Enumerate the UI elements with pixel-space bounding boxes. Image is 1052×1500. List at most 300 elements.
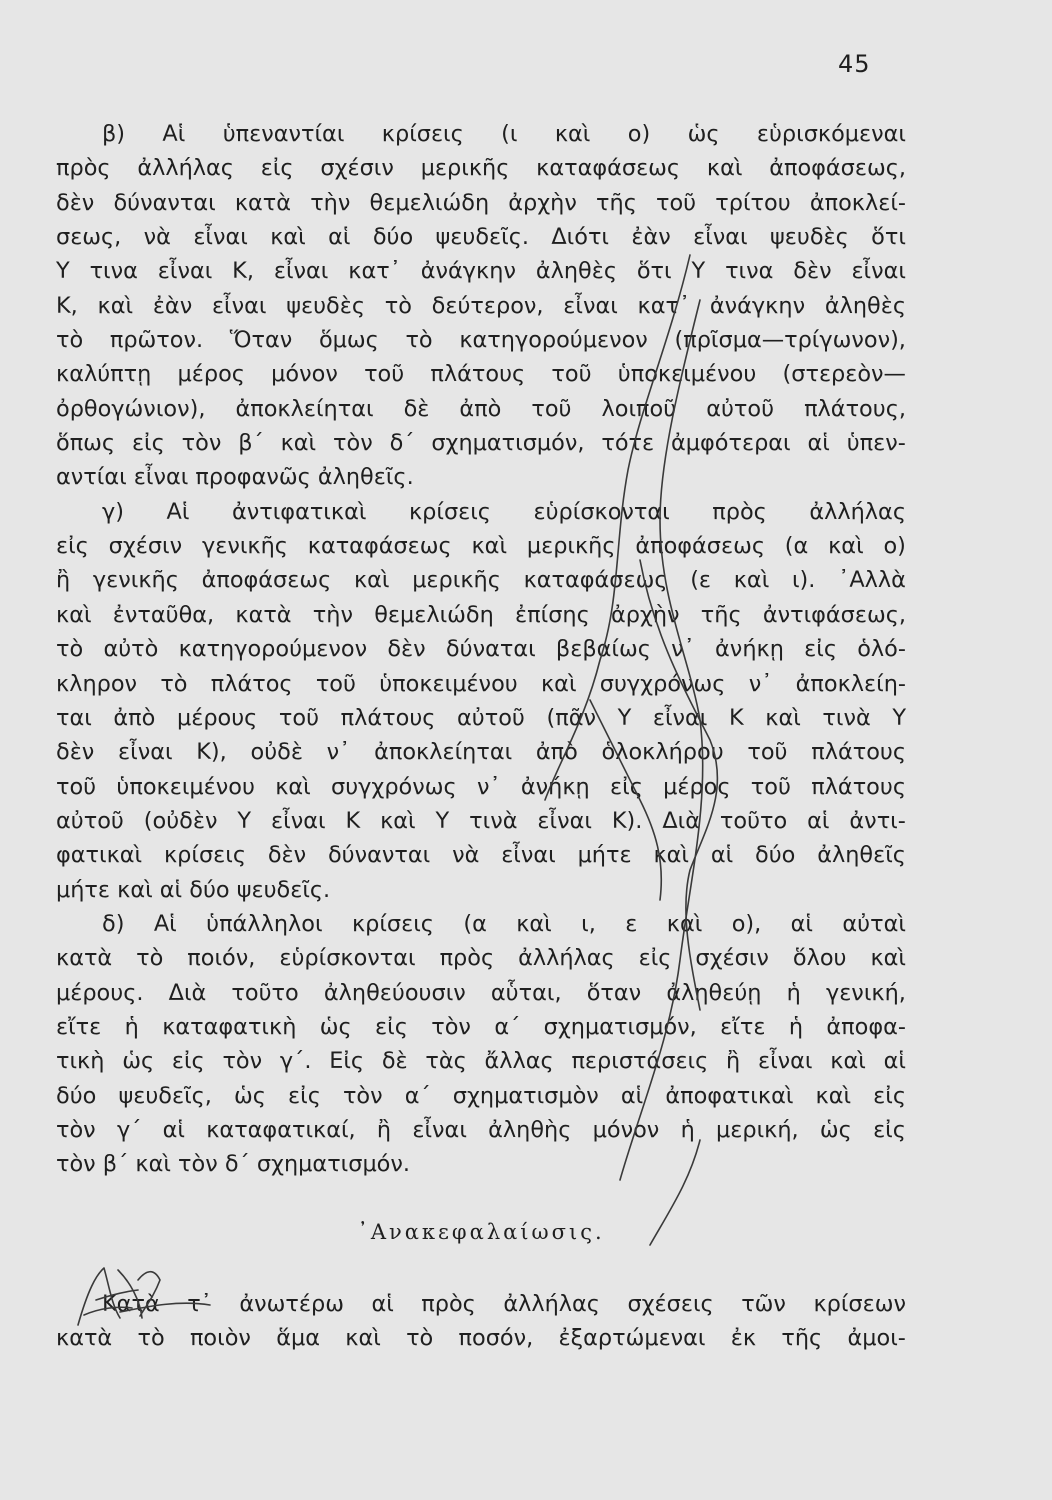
word: κατὰ xyxy=(235,601,292,628)
word: σχηματισμόν, xyxy=(431,430,585,457)
word: τὴν xyxy=(312,601,353,628)
word: ὡς xyxy=(687,121,720,147)
word: σχέσιν xyxy=(108,533,183,560)
word: ται xyxy=(56,704,92,731)
word: ποσόν, xyxy=(458,1325,534,1352)
word: αὗται, xyxy=(490,979,562,1006)
word: ἀνήκῃ xyxy=(715,636,784,663)
word: (α xyxy=(784,533,809,560)
word: καὶ xyxy=(516,910,552,937)
word: εἰς xyxy=(873,1116,906,1143)
word: ἀληθεύουσιν xyxy=(323,979,466,1006)
word: Υ xyxy=(435,807,450,834)
word: εἶναι xyxy=(211,292,267,319)
word: ἐνταῦθα, xyxy=(112,601,215,628)
word: κρίσεις xyxy=(408,498,491,525)
word: ποιόν, xyxy=(187,945,256,972)
word: εἶναι xyxy=(851,258,906,285)
word: κατηγορούμενον xyxy=(178,636,368,663)
word: τικὴ xyxy=(56,1048,105,1075)
text-line xyxy=(56,1010,906,1044)
word: ἀλλήλας xyxy=(503,1291,600,1317)
word: εἶναι xyxy=(157,258,213,285)
word: β) xyxy=(102,121,126,147)
word: εἶναι xyxy=(193,224,248,251)
word: αἱ xyxy=(162,1116,185,1143)
word: ε xyxy=(625,910,638,937)
word: (ι xyxy=(501,121,518,147)
word: (ε xyxy=(690,567,712,594)
word: κρίσεις xyxy=(381,121,464,147)
word: ὡς xyxy=(234,1082,266,1109)
word: τινὰ xyxy=(822,704,871,731)
word: νὰ xyxy=(143,224,171,251)
word: Ὅταν xyxy=(229,327,293,354)
word: κατ᾿ xyxy=(348,258,401,285)
word: πλάτους xyxy=(811,739,906,766)
word: θεμελιώδη xyxy=(374,601,494,628)
word: ἀπὸ xyxy=(459,395,502,422)
word: εὑρισκόμεναι xyxy=(756,121,906,147)
word: ὅτι xyxy=(636,258,672,285)
text-line: αντίαι εἶναι προφανῶς ἀληθεῖς. xyxy=(56,464,414,491)
word: κρίσεων xyxy=(813,1291,906,1317)
word: καὶ xyxy=(830,1048,866,1075)
word: ν᾿ xyxy=(326,739,351,766)
word: ὡς xyxy=(319,1013,352,1040)
word: α΄ xyxy=(404,1082,431,1109)
word: σχέσιν xyxy=(695,945,769,972)
word: μόνον xyxy=(271,361,338,388)
word: ὑπάλληλοι xyxy=(206,910,323,937)
word: Εἰς xyxy=(329,1048,365,1075)
text-line xyxy=(56,323,906,357)
text-line xyxy=(56,1321,906,1355)
word: ὑποκειμένου xyxy=(379,670,518,697)
word: κατὰ xyxy=(56,1325,113,1352)
word: τῆς xyxy=(781,1325,823,1352)
word: ὑποκειμένου xyxy=(617,361,757,388)
word: μέρος xyxy=(177,361,245,388)
word: (πρῖσμα—τρίγωνον), xyxy=(674,327,906,354)
word: ἀρχὴν xyxy=(610,601,680,628)
word: τινα xyxy=(725,258,774,285)
text-line xyxy=(56,598,906,632)
word: τοῦ xyxy=(656,189,697,216)
word: εἶναι xyxy=(693,224,748,251)
word: αἱ xyxy=(807,430,830,457)
word: εἰς xyxy=(873,1082,906,1109)
word: δύο xyxy=(56,1082,97,1109)
word: Διὰ xyxy=(662,807,700,834)
word: τότε xyxy=(601,430,655,457)
text-line xyxy=(56,1113,906,1147)
word: κρίσεις xyxy=(351,910,434,937)
word: ἐὰν xyxy=(152,292,193,319)
word: πλάτους xyxy=(340,704,436,731)
word: εἰς xyxy=(288,1082,321,1109)
text-line xyxy=(56,563,906,597)
word: εἶναι xyxy=(271,807,326,834)
word: τρίτου xyxy=(715,189,791,216)
word: εἰς xyxy=(260,155,294,182)
word: δύναται xyxy=(445,636,536,663)
word: ἐκ xyxy=(730,1325,757,1352)
word: τ᾿ xyxy=(187,1291,212,1317)
word: ἀμφότεραι xyxy=(671,430,791,457)
word: ἀποφα- xyxy=(826,1013,906,1040)
word: ο), xyxy=(731,910,762,937)
word: τὸν xyxy=(222,1048,263,1075)
word: Υ xyxy=(56,258,70,285)
word: ι). xyxy=(791,567,816,594)
text-line: μήτε καὶ αἱ δύο ψευδεῖς. xyxy=(56,876,331,903)
word: σχηματισμὸν xyxy=(452,1082,599,1109)
word: δὲν xyxy=(387,636,426,663)
word: γ΄. xyxy=(279,1048,312,1075)
word: ἀντι- xyxy=(849,807,906,834)
word: εὑρίσκονται xyxy=(533,498,670,525)
word: καὶ xyxy=(270,224,306,251)
word: αἱ xyxy=(328,224,351,251)
word: μήτε xyxy=(577,842,632,869)
word: Κ), xyxy=(196,739,227,766)
word: τὸν xyxy=(342,1082,383,1109)
word: μόνον xyxy=(592,1116,660,1143)
word: κρίσεις xyxy=(163,842,246,869)
word: τοῦ xyxy=(278,704,320,731)
word: τοῦ xyxy=(747,739,788,766)
word: ἀπὸ xyxy=(113,704,156,731)
word: ἅμα xyxy=(276,1325,320,1352)
word: περιστάσεις xyxy=(571,1048,709,1075)
word: αἱ xyxy=(790,910,813,937)
word: γενικῆς xyxy=(92,567,179,594)
word: δὲ xyxy=(381,1048,408,1075)
word: αἱ xyxy=(620,1082,644,1109)
text-line xyxy=(56,770,906,804)
text-line xyxy=(56,426,906,460)
word: εὑρίσκονται xyxy=(279,945,416,972)
word: καταφατικαί, xyxy=(206,1116,356,1143)
word: ἀλλήλας xyxy=(809,498,906,525)
word: αὐτοῦ xyxy=(56,807,124,834)
word: ψευδὲς xyxy=(770,224,849,251)
word: τὸ xyxy=(160,670,188,697)
word: ψευδεῖς, xyxy=(118,1082,212,1109)
text-line xyxy=(56,186,906,220)
word: πρὸς xyxy=(712,498,767,525)
word: ο) xyxy=(883,533,906,560)
word: αἱ xyxy=(371,1291,394,1317)
text-line xyxy=(56,838,906,872)
word: ἀνωτέρω xyxy=(239,1291,344,1317)
word: ἀντιφατικαὶ xyxy=(231,498,367,525)
word: μερικῆς xyxy=(526,533,616,560)
word: τὸν xyxy=(181,430,222,457)
word: μέρους. xyxy=(56,979,144,1006)
word: ἢ xyxy=(376,1116,392,1143)
word: πρῶτον. xyxy=(109,327,204,354)
text-line xyxy=(56,632,906,666)
word: ἀνήκῃ xyxy=(520,773,590,800)
word: καὶ xyxy=(471,533,508,560)
word: γ) xyxy=(102,498,124,525)
word: ὅλου xyxy=(792,945,847,972)
text-line xyxy=(56,151,906,185)
word: ἢ xyxy=(726,1048,741,1075)
word: ἀνάγκην xyxy=(420,258,516,285)
word: εἰς xyxy=(375,1013,408,1040)
word: σχηματισμόν, xyxy=(543,1013,697,1040)
word: ἢ xyxy=(56,567,71,594)
word: εἰς xyxy=(171,1048,205,1075)
word: οὐδὲ xyxy=(250,739,303,766)
text-line xyxy=(56,117,906,151)
word: εἶναι xyxy=(412,1116,467,1143)
word: κατὰ xyxy=(234,189,292,216)
text-line xyxy=(56,392,906,426)
word: τῆς xyxy=(700,601,742,628)
word: δὲν xyxy=(56,189,95,216)
word: ποιὸν xyxy=(189,1325,251,1352)
word: δύνανται xyxy=(113,189,216,216)
word: κατὰ xyxy=(56,945,113,972)
word: τὸ xyxy=(56,636,84,663)
word: ἀποκλεί- xyxy=(809,189,906,216)
word: Κ). xyxy=(611,807,643,834)
word: τοῦ xyxy=(531,395,572,422)
word: Κ xyxy=(728,704,744,731)
word: ἀληθεύῃ xyxy=(666,979,762,1006)
word: δύνανται xyxy=(327,842,431,869)
word: σχέσιν xyxy=(320,155,394,182)
word: καὶ xyxy=(554,121,591,147)
word: καὶ xyxy=(653,842,689,869)
word: εἴτε xyxy=(720,1013,766,1040)
word: γενικῆς xyxy=(201,533,288,560)
word: καὶ xyxy=(733,567,770,594)
page-number: 45 xyxy=(838,50,871,78)
word: ἐὰν xyxy=(631,224,671,251)
word: ἀποκλείηται xyxy=(235,395,374,422)
word: εἶναι xyxy=(563,292,618,319)
word: ν᾿ xyxy=(476,773,501,800)
word: καὶ xyxy=(56,601,92,628)
section-heading: ᾿Ανακεφαλαίωσις. xyxy=(357,1219,605,1244)
word: τὸ xyxy=(405,327,433,354)
word: αἱ xyxy=(807,807,830,834)
word: ὅπως xyxy=(56,430,116,457)
word: αὐτὸ xyxy=(103,636,159,663)
word: Κ xyxy=(345,807,361,834)
word: ἐξαρτώμεναι xyxy=(558,1325,706,1352)
word: ἡ xyxy=(680,1116,695,1143)
text-line xyxy=(56,701,906,735)
word: τοῦτο xyxy=(231,979,299,1006)
word: εἶναι xyxy=(273,258,329,285)
word: (οὐδὲν xyxy=(143,807,218,834)
word: σεως, xyxy=(56,224,122,251)
word: γενική, xyxy=(825,979,906,1006)
text-line xyxy=(56,254,906,288)
word: ἀνάγκην xyxy=(709,292,806,319)
word: κατηγορούμενον xyxy=(459,327,648,354)
word: εἶναι xyxy=(118,739,173,766)
word: δὲ xyxy=(403,395,430,422)
word: δὲν xyxy=(793,258,832,285)
word: καὶ xyxy=(870,945,906,972)
word: καταφάσεως xyxy=(523,567,668,594)
word: δ΄ xyxy=(389,430,415,457)
word: ὡς xyxy=(819,1116,852,1143)
word: ἀλλήλας xyxy=(518,945,615,972)
text-line xyxy=(56,529,906,563)
word: ἀληθὲς xyxy=(824,292,906,319)
word: ἀποφάσεως, xyxy=(769,155,906,182)
text-line: τὸν β΄ καὶ τὸν δ΄ σχηματισμόν. xyxy=(56,1151,411,1178)
word: ἀληθὴς xyxy=(488,1116,572,1143)
word: ὑποκειμένου xyxy=(116,773,255,800)
word: δὲν xyxy=(267,842,307,869)
word: ψευδὲς xyxy=(286,292,365,319)
word: βεβαίως xyxy=(555,636,651,663)
word: καὶ xyxy=(815,1082,852,1109)
word: καὶ xyxy=(765,704,801,731)
word: αἱ xyxy=(710,842,734,869)
word: τῶν xyxy=(741,1291,786,1317)
word: τὴν xyxy=(310,189,351,216)
word: τοῦ xyxy=(364,361,405,388)
word: τὸ xyxy=(56,327,84,354)
word: γ΄ xyxy=(116,1116,142,1143)
word: πρὸς xyxy=(56,155,111,182)
word: τινὰ xyxy=(469,807,518,834)
word: ὅμως xyxy=(318,327,379,354)
word: ἡ xyxy=(786,979,801,1006)
word: μέρους xyxy=(176,704,258,731)
word: καὶ xyxy=(353,567,390,594)
word: μέρος xyxy=(663,773,731,800)
word: τινα xyxy=(89,258,138,285)
word: καταφατικὴ xyxy=(162,1013,297,1040)
word: αὐτοῦ xyxy=(706,395,775,422)
text-line xyxy=(56,1079,906,1113)
word: Υ xyxy=(237,807,252,834)
word: τὸ xyxy=(137,1325,165,1352)
word: ἀποφατικαὶ xyxy=(665,1082,794,1109)
word: ὁλό- xyxy=(857,636,906,663)
word: δ) xyxy=(102,910,125,937)
word: αὐτοῦ xyxy=(457,704,525,731)
word: τὰς xyxy=(425,1048,467,1075)
word: εἶναι xyxy=(757,1048,813,1075)
text-line xyxy=(56,357,906,391)
word: εἶναι xyxy=(501,842,556,869)
word: Υ xyxy=(892,704,906,731)
word: Διὰ xyxy=(168,979,207,1006)
word: Αἱ xyxy=(162,121,186,147)
word: ἄλλας xyxy=(484,1048,554,1075)
word: λοιποῦ xyxy=(601,395,677,422)
word: ἡ xyxy=(788,1013,804,1040)
word: τοῦτο xyxy=(719,807,788,834)
word: δὲν xyxy=(56,739,95,766)
text-line xyxy=(56,941,906,975)
word: αἱ xyxy=(883,1048,906,1075)
word: Κ, xyxy=(56,292,78,319)
word: ο) xyxy=(627,121,651,147)
word: πλάτος xyxy=(210,670,293,697)
word: ν᾿ xyxy=(671,636,695,663)
word: ἀμοι- xyxy=(847,1325,906,1352)
word: ἀντιφάσεως, xyxy=(762,601,906,628)
word: καὶ xyxy=(345,1325,381,1352)
word: ἀποκλείηται xyxy=(374,739,513,766)
text-line xyxy=(56,907,906,941)
text-line xyxy=(56,289,906,323)
word: ἀποκλείη- xyxy=(795,670,906,697)
word: ἀρχὴν xyxy=(508,189,577,216)
word: ὅτι xyxy=(871,224,906,251)
word: μερικῆς xyxy=(420,155,510,182)
word: τοῦ xyxy=(750,773,791,800)
word: καὶ xyxy=(540,670,577,697)
word: εἰς xyxy=(610,773,643,800)
word: συγχρόνως xyxy=(331,773,457,800)
word: πρὸς xyxy=(439,945,495,972)
word: μερικῆς xyxy=(412,567,501,594)
word: ἀπὸ xyxy=(535,739,578,766)
word: ἡ xyxy=(124,1013,139,1040)
word: πλάτους xyxy=(430,361,526,388)
word: καὶ xyxy=(380,807,416,834)
word: καὶ xyxy=(706,155,743,182)
word: ἀποφάσεως xyxy=(635,533,765,560)
word: κληρον xyxy=(56,670,138,697)
word: τοῦ xyxy=(56,773,97,800)
word: ὡς xyxy=(122,1048,155,1075)
text-line xyxy=(56,1287,906,1321)
word: ψευδεῖς. xyxy=(435,224,529,251)
word: θεμελιώδη xyxy=(369,189,490,216)
word: εἰς xyxy=(131,430,165,457)
word: ὀρθογώνιον), xyxy=(56,395,206,422)
word: τὸ xyxy=(136,945,164,972)
text-line xyxy=(56,804,906,838)
word: πλάτους, xyxy=(804,395,906,422)
text-line xyxy=(56,495,906,529)
word: κατ᾿ xyxy=(637,292,691,319)
word: Διότι xyxy=(551,224,610,251)
word: (πᾶν xyxy=(546,704,596,731)
text-line xyxy=(56,1044,906,1078)
word: εἰς xyxy=(56,533,89,560)
word: καὶ xyxy=(280,430,317,457)
word: Αἱ xyxy=(153,910,177,937)
word: καταφάσεως xyxy=(307,533,452,560)
word: (α xyxy=(463,910,487,937)
word: δύο xyxy=(755,842,796,869)
word: τὸν xyxy=(56,1116,96,1143)
word: συγχρόνως xyxy=(599,670,726,697)
word: α΄ xyxy=(494,1013,521,1040)
word: ἀληθὲς xyxy=(535,258,617,285)
word: τοῦ xyxy=(551,361,592,388)
word: τῆς xyxy=(596,189,637,216)
word: τὸν xyxy=(431,1013,471,1040)
word: καὶ xyxy=(666,910,703,937)
